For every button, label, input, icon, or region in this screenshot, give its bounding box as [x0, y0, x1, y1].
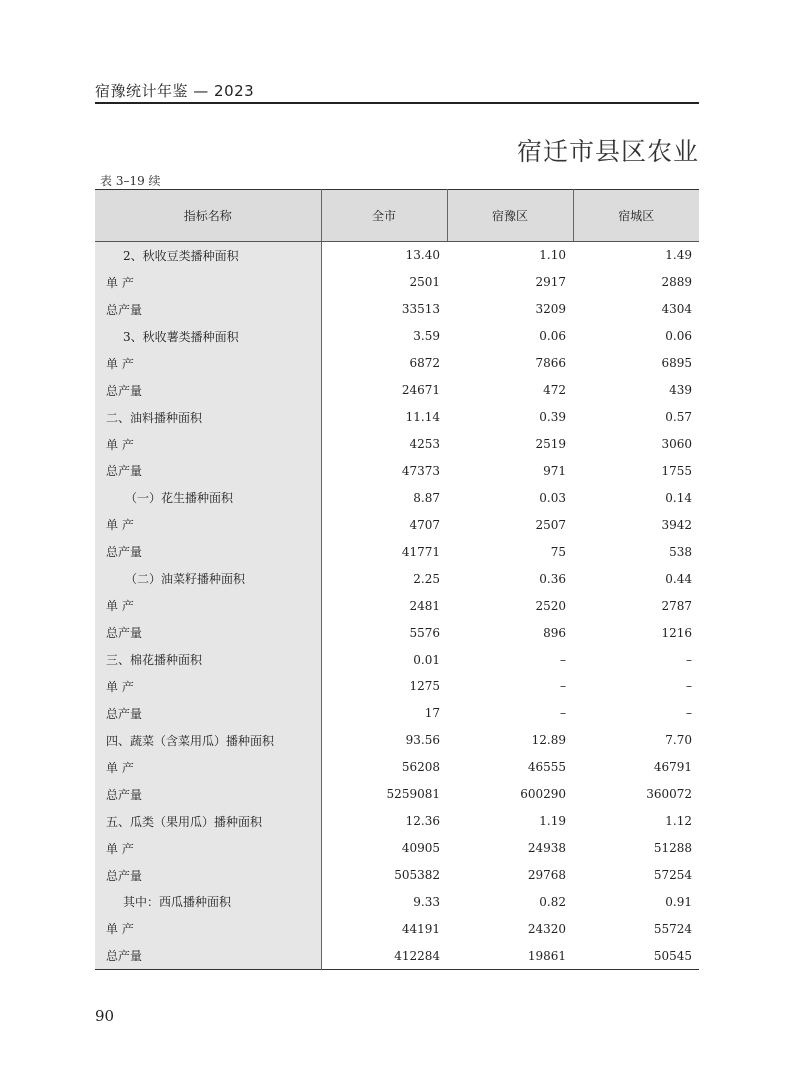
suyu-cell: 1.19 — [539, 814, 566, 829]
suyu-cell: 3209 — [535, 302, 566, 317]
sucheng-cell: 46791 — [653, 760, 692, 775]
suyu-cell: 75 — [550, 544, 566, 559]
city-total-cell: 6872 — [409, 356, 440, 371]
city-total-cell: 0.01 — [413, 652, 440, 667]
indicator-name-cell: 单 产 — [95, 511, 321, 538]
suyu-cell: 600290 — [520, 787, 566, 802]
suyu-cell: – — [560, 706, 566, 721]
suyu-cell: 2507 — [535, 517, 566, 532]
table-row — [95, 458, 699, 485]
city-total-cell: 9.33 — [413, 894, 440, 909]
table-header-row — [95, 190, 699, 242]
suyu-cell: 472 — [543, 383, 566, 398]
indicator-name-cell: 五、瓜类（果用瓜）播种面积 — [95, 808, 321, 835]
city-total-cell: 47373 — [401, 463, 440, 478]
column-header-city-total: 全市 — [321, 190, 447, 242]
sucheng-cell: 439 — [669, 383, 692, 398]
table-row — [95, 377, 699, 404]
suyu-cell: – — [560, 652, 566, 667]
table-row — [95, 754, 699, 781]
sucheng-cell: 6895 — [661, 356, 692, 371]
city-total-cell: 40905 — [401, 841, 440, 856]
sucheng-cell: 3942 — [661, 517, 692, 532]
table-row — [95, 646, 699, 673]
sucheng-cell: 50545 — [653, 948, 692, 963]
suyu-cell: 1.10 — [539, 248, 566, 263]
suyu-cell: 0.03 — [539, 490, 566, 505]
city-total-cell: 17 — [424, 706, 440, 721]
city-total-cell: 33513 — [401, 302, 440, 317]
statistics-table — [95, 189, 699, 970]
indicator-name-cell: 单 产 — [95, 431, 321, 458]
city-total-cell: 12.36 — [405, 814, 440, 829]
city-total-cell: 5259081 — [386, 787, 440, 802]
sucheng-cell: 1755 — [661, 463, 692, 478]
table-row — [95, 592, 699, 619]
indicator-name-cell: 其中：西瓜播种面积 — [95, 889, 321, 916]
indicator-name-cell: 总产量 — [95, 377, 321, 404]
indicator-name-cell: 单 产 — [95, 673, 321, 700]
suyu-cell: 0.06 — [539, 329, 566, 344]
indicator-name-cell: 单 产 — [95, 835, 321, 862]
suyu-cell: 29768 — [527, 868, 566, 883]
sucheng-cell: 538 — [669, 544, 692, 559]
table-row — [95, 889, 699, 916]
suyu-cell: 2917 — [535, 275, 566, 290]
table-row — [95, 565, 699, 592]
indicator-name-cell: 总产量 — [95, 458, 321, 485]
city-total-cell: 1275 — [409, 679, 440, 694]
indicator-name-cell: 四、蔬菜（含菜用瓜）播种面积 — [95, 727, 321, 754]
sucheng-cell: – — [686, 679, 692, 694]
sucheng-cell: 0.44 — [665, 571, 692, 586]
table-row — [95, 350, 699, 377]
indicator-name-cell: 3、秋收薯类播种面积 — [95, 323, 321, 350]
indicator-name-cell: （二）油菜籽播种面积 — [95, 565, 321, 592]
city-total-cell: 2481 — [409, 598, 440, 613]
indicator-name-cell: 总产量 — [95, 862, 321, 889]
table-row — [95, 323, 699, 350]
city-total-cell: 2.25 — [413, 571, 440, 586]
indicator-name-cell: 总产量 — [95, 942, 321, 969]
table-caption: 表 3–19 续 — [100, 174, 161, 188]
table-row — [95, 484, 699, 511]
table-row — [95, 511, 699, 538]
indicator-name-cell: 单 产 — [95, 915, 321, 942]
sucheng-cell: 1.49 — [665, 248, 692, 263]
indicator-name-cell: 单 产 — [95, 754, 321, 781]
sucheng-cell: 0.06 — [665, 329, 692, 344]
city-total-cell: 24671 — [401, 383, 440, 398]
sucheng-cell: 7.70 — [665, 733, 692, 748]
column-header-suyu: 宿豫区 — [447, 190, 573, 242]
table-row — [95, 915, 699, 942]
suyu-cell: 24938 — [527, 841, 566, 856]
suyu-cell: – — [560, 679, 566, 694]
city-total-cell: 93.56 — [405, 733, 440, 748]
suyu-cell: 7866 — [535, 356, 566, 371]
table-row — [95, 781, 699, 808]
city-total-cell: 8.87 — [413, 490, 440, 505]
indicator-name-cell: 单 产 — [95, 269, 321, 296]
sucheng-cell: 1216 — [661, 625, 692, 640]
table-row — [95, 404, 699, 431]
table-row — [95, 242, 699, 269]
indicator-name-cell: 总产量 — [95, 538, 321, 565]
indicator-name-cell: （一）花生播种面积 — [95, 484, 321, 511]
city-total-cell: 13.40 — [405, 248, 440, 263]
indicator-name-cell: 单 产 — [95, 350, 321, 377]
suyu-cell: 19861 — [527, 948, 566, 963]
table-row — [95, 700, 699, 727]
city-total-cell: 41771 — [401, 544, 440, 559]
indicator-name-cell: 总产量 — [95, 700, 321, 727]
city-total-cell: 56208 — [401, 760, 440, 775]
sucheng-cell: 2787 — [661, 598, 692, 613]
sucheng-cell: – — [686, 652, 692, 667]
sucheng-cell: 0.91 — [665, 894, 692, 909]
page-number: 90 — [95, 1007, 115, 1025]
sucheng-cell: – — [686, 706, 692, 721]
indicator-name-cell: 总产量 — [95, 296, 321, 323]
table-row — [95, 835, 699, 862]
sucheng-cell: 57254 — [653, 868, 692, 883]
suyu-cell: 12.89 — [531, 733, 566, 748]
table-row — [95, 808, 699, 835]
indicator-name-cell: 单 产 — [95, 592, 321, 619]
sucheng-cell: 1.12 — [665, 814, 692, 829]
indicator-name-cell: 总产量 — [95, 619, 321, 646]
table-row — [95, 942, 699, 969]
city-total-cell: 412284 — [394, 948, 440, 963]
sucheng-cell: 3060 — [661, 437, 692, 452]
city-total-cell: 4707 — [409, 517, 440, 532]
running-header: 宿豫统计年鉴 — 2023 — [95, 82, 255, 100]
suyu-cell: 2519 — [535, 437, 566, 452]
city-total-cell: 11.14 — [405, 410, 440, 425]
table-row — [95, 296, 699, 323]
table-row — [95, 538, 699, 565]
indicator-name-cell: 三、棉花播种面积 — [95, 646, 321, 673]
suyu-cell: 2520 — [535, 598, 566, 613]
column-header-sucheng: 宿城区 — [573, 190, 699, 242]
city-total-cell: 4253 — [409, 437, 440, 452]
suyu-cell: 24320 — [527, 921, 566, 936]
sucheng-cell: 0.57 — [665, 410, 692, 425]
table-row — [95, 673, 699, 700]
city-total-cell: 505382 — [394, 868, 440, 883]
suyu-cell: 0.39 — [539, 410, 566, 425]
table-row — [95, 431, 699, 458]
indicator-name-cell: 总产量 — [95, 781, 321, 808]
suyu-cell: 0.36 — [539, 571, 566, 586]
sucheng-cell: 0.14 — [665, 490, 692, 505]
city-total-cell: 5576 — [409, 625, 440, 640]
sucheng-cell: 4304 — [661, 302, 692, 317]
suyu-cell: 0.82 — [539, 894, 566, 909]
section-title: 宿迁市县区农业 — [516, 137, 699, 166]
header-rule — [95, 102, 699, 104]
suyu-cell: 46555 — [527, 760, 566, 775]
indicator-name-cell: 2、秋收豆类播种面积 — [95, 242, 321, 269]
suyu-cell: 971 — [543, 463, 566, 478]
table-row — [95, 269, 699, 296]
sucheng-cell: 2889 — [661, 275, 692, 290]
table-row — [95, 619, 699, 646]
suyu-cell: 896 — [543, 625, 566, 640]
sucheng-cell: 360072 — [646, 787, 692, 802]
city-total-cell: 2501 — [409, 275, 440, 290]
column-header-indicator: 指标名称 — [95, 190, 321, 242]
sucheng-cell: 51288 — [653, 841, 692, 856]
city-total-cell: 3.59 — [413, 329, 440, 344]
city-total-cell: 44191 — [401, 921, 440, 936]
sucheng-cell: 55724 — [653, 921, 692, 936]
table-row — [95, 727, 699, 754]
table-row — [95, 862, 699, 889]
indicator-name-cell: 二、油料播种面积 — [95, 404, 321, 431]
